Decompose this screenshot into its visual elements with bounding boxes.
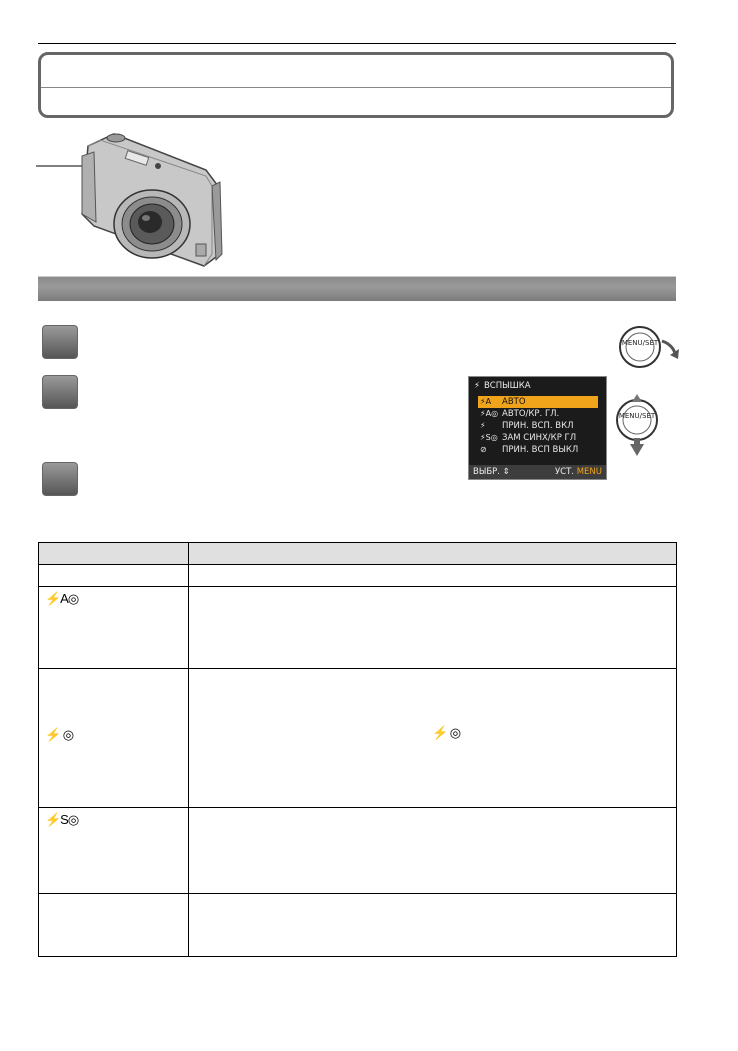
title-box: [38, 52, 674, 118]
title-box-divider: [41, 87, 671, 88]
lcd-footer: [469, 465, 606, 479]
menu-set-button-down-icon: [612, 388, 662, 462]
lcd-option[interactable]: [478, 408, 598, 420]
flash-forced-on-icon: ⚡: [480, 421, 486, 430]
flash-forced-on-redeye-icon: ⚡ ◎: [45, 727, 74, 742]
flash-slow-sync-icon: ⚡S◎: [480, 433, 498, 442]
table-header-cell: [39, 543, 189, 565]
flash-auto-redeye-icon: ⚡A◎: [45, 591, 79, 606]
menu-set-label: MENU/SET: [618, 412, 656, 420]
header-rule: [38, 43, 676, 44]
lcd-option-label: ПРИН. ВСП ВЫКЛ: [502, 445, 579, 455]
table-cell: [39, 808, 189, 894]
lcd-option-label: ЗАМ СИНХ/КР ГЛ: [502, 433, 577, 443]
camera-illustration: [36, 126, 226, 272]
table-cell: [189, 808, 677, 894]
lcd-option-label: АВТО: [502, 397, 526, 407]
lcd-footer-select: ВЫБР. ⇕: [473, 467, 510, 477]
lcd-option-label: ПРИН. ВСП. ВКЛ: [502, 421, 574, 431]
step-1-marker: [42, 325, 78, 359]
lcd-option[interactable]: [478, 444, 598, 456]
lcd-option[interactable]: [478, 396, 598, 408]
flash-auto-redeye-icon: ⚡A◎: [480, 409, 499, 418]
flash-slow-sync-redeye-icon: ⚡S◎: [45, 812, 79, 827]
table-row: [39, 565, 677, 587]
menu-set-button-press-icon: [616, 323, 682, 371]
table-header-cell: [189, 543, 677, 565]
table-cell: [39, 565, 189, 587]
lcd-title-text: ВСПЫШКА: [483, 381, 531, 391]
table-cell: [189, 894, 677, 957]
table-row: [39, 587, 677, 669]
lcd-flash-menu: [468, 376, 607, 480]
lcd-option-label: АВТО/КР. ГЛ.: [502, 409, 560, 419]
table-row: [39, 808, 677, 894]
step-3-marker: [42, 462, 78, 496]
updown-arrows-icon: ⇕: [502, 467, 510, 477]
table-row: [39, 894, 677, 957]
table-cell: [39, 587, 189, 669]
table-cell: [189, 565, 677, 587]
table-cell: [39, 894, 189, 957]
lcd-option[interactable]: [478, 432, 598, 444]
step-2-marker: [42, 375, 78, 409]
flash-off-icon: ⊘: [480, 445, 487, 454]
table-cell: [39, 669, 189, 808]
menu-set-label: MENU/SET: [621, 339, 659, 347]
lcd-option[interactable]: [478, 420, 598, 432]
menu-set-badge-icon: MENU: [576, 467, 602, 477]
section-header-bar: [38, 276, 676, 301]
lcd-footer-set: УСТ. MENU: [554, 467, 602, 477]
table-row: [39, 669, 677, 808]
flash-auto-icon: ⚡A: [480, 397, 492, 406]
lcd-option-list: [478, 396, 598, 456]
inline-flash-redeye-icon: ⚡ ◎: [432, 725, 461, 740]
flash-icon: ⚡: [474, 381, 480, 391]
flash-modes-table: [38, 542, 677, 957]
table-cell: [189, 587, 677, 669]
lcd-title: [474, 380, 531, 393]
